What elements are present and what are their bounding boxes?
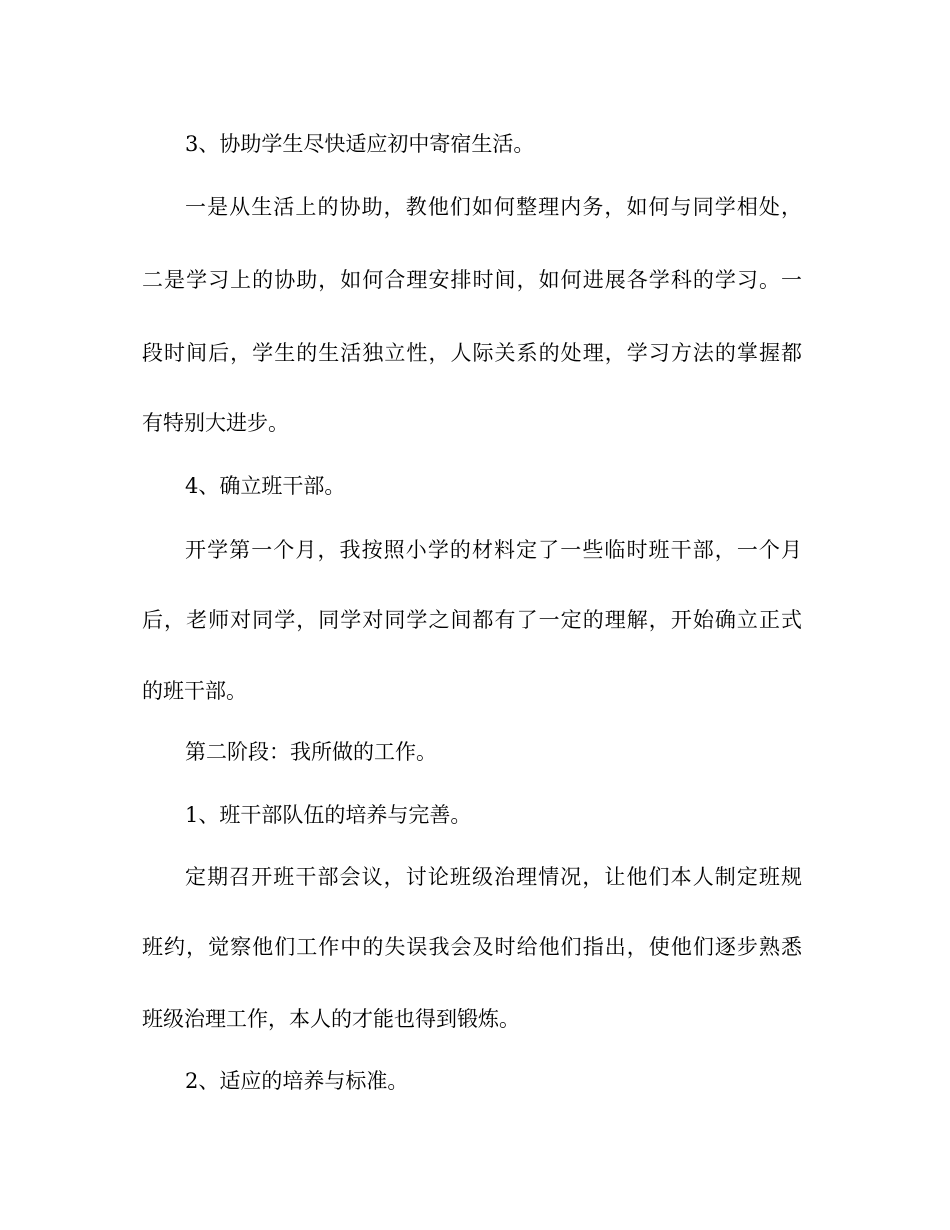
paragraph-line: 的班干部。: [142, 679, 247, 703]
paragraph-line: 班级治理工作，本人的才能也得到锻炼。: [142, 1007, 520, 1031]
paragraph-line: 班约，觉察他们工作中的失误我会及时给他们指出，使他们逐步熟悉: [142, 935, 802, 959]
heading-item-1: 1、班干部队伍的培养与完善。: [185, 803, 472, 827]
paragraph-line: 有特别大进步。: [142, 411, 289, 435]
heading-item-4: 4、确立班干部。: [185, 474, 346, 498]
paragraph-line: 二是学习上的协助，如何合理安排时间，如何进展各学科的学习。一: [142, 268, 802, 292]
paragraph-line: 定期召开班干部会议，讨论班级治理情况，让他们本人制定班规: [185, 865, 802, 889]
heading-item-3: 3、协助学生尽快适应初中寄宿生活。: [185, 132, 535, 156]
paragraph-line: 开学第一个月，我按照小学的材料定了一些临时班干部，一个月: [185, 538, 802, 562]
heading-item-2: 2、适应的培养与标准。: [185, 1069, 409, 1093]
paragraph-line: 一是从生活上的协助，教他们如何整理内务，如何与同学相处，: [185, 195, 802, 219]
section-heading: 第二阶段：我所做的工作。: [185, 740, 437, 764]
paragraph-line: 段时间后，学生的生活独立性，人际关系的处理，学习方法的掌握都: [142, 341, 802, 365]
paragraph-line: 后，老师对同学，同学对同学之间都有了一定的理解，开始确立正式: [142, 608, 802, 632]
